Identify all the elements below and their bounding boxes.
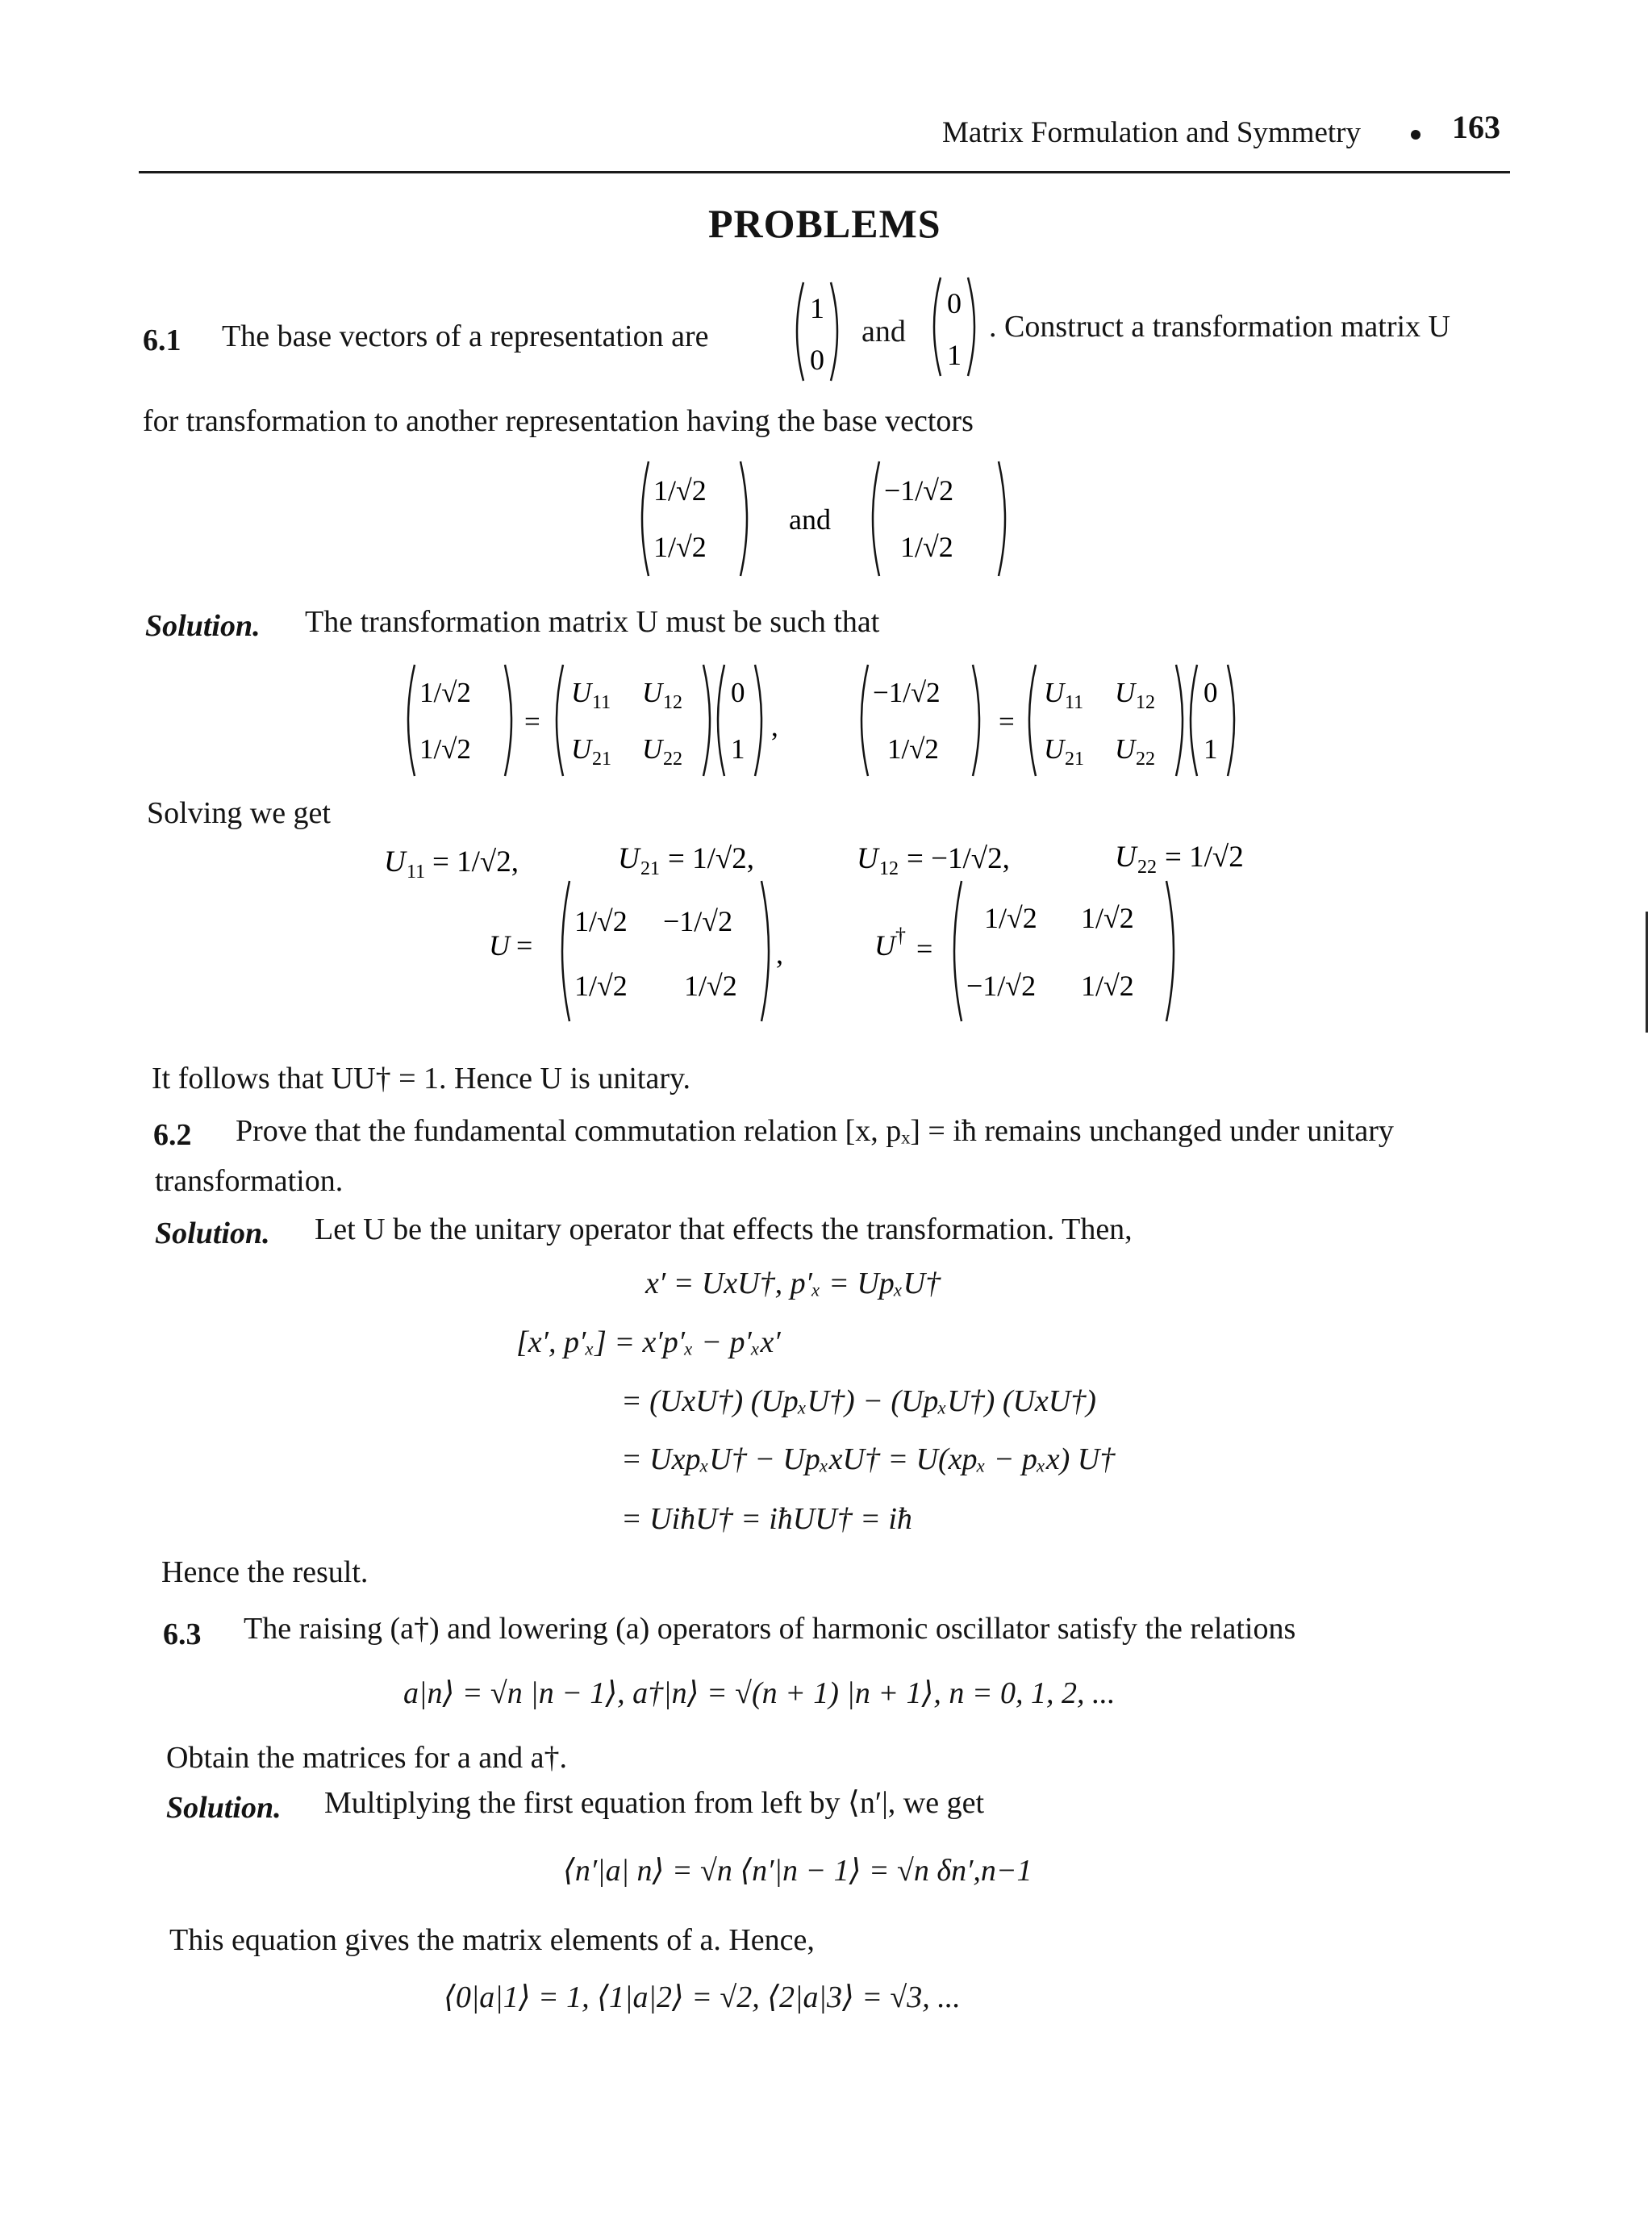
equation-6-2-2: [x′, p′ₓ] = x′p′ₓ − p′ₓx′ — [516, 1325, 781, 1359]
svg-text:U: U — [857, 842, 878, 875]
vector-brackets — [926, 274, 982, 379]
solution-label-6-2: Solution. — [155, 1217, 270, 1250]
section-title: PROBLEMS — [708, 201, 941, 246]
vector-brackets — [789, 279, 845, 384]
svg-text:0: 0 — [810, 344, 824, 376]
svg-text:1/√2: 1/√2 — [1081, 970, 1134, 1002]
problem-6-3-text-line2: Obtain the matrices for a and a†. — [166, 1741, 567, 1775]
equation-6-2-5: = UiħU† = iħUU† = iħ — [621, 1502, 912, 1536]
svg-text:11: 11 — [407, 862, 426, 883]
svg-text:21: 21 — [640, 858, 660, 879]
svg-text:= 1/√2,: = 1/√2, — [668, 842, 754, 875]
svg-text:U: U — [1044, 733, 1065, 765]
svg-text:1/√2: 1/√2 — [653, 474, 707, 507]
equation-6-3-1: a|n⟩ = √n |n − 1⟩, a†|n⟩ = √(n + 1) |n + 1⟩, n = 0, 1, 2, ... — [403, 1676, 1116, 1710]
svg-text:=: = — [999, 706, 1015, 737]
solution-6-3-text: Multiplying the first equation from left by ⟨n′|, we get — [324, 1786, 985, 1820]
svg-text:U: U — [571, 677, 592, 708]
svg-text:U: U — [642, 677, 663, 708]
equation-6-2-4: = UxpₓU† − UpₓxU† = U(xpₓ − pₓx) U† — [621, 1442, 1116, 1476]
equation-6-2-3: = (UxU†) (UpₓU†) − (UpₓU†) (UxU†) — [621, 1384, 1096, 1418]
problem-6-3-text: The raising (a†) and lowering (a) operators of harmonic oscillator satisfy the relations — [244, 1612, 1296, 1646]
svg-text:=: = — [516, 929, 533, 962]
svg-text:= 1/√2,: = 1/√2, — [432, 845, 519, 878]
svg-text:12: 12 — [663, 692, 682, 713]
svg-text:U: U — [1115, 841, 1137, 874]
svg-text:U: U — [489, 929, 510, 962]
solution-6-2-text: Let U be the unitary operator that effects the transformation. Then, — [315, 1212, 1133, 1246]
problem-6-2-text-line2: transformation. — [155, 1164, 344, 1198]
svg-text:,: , — [771, 711, 778, 742]
equation-6-3-3: ⟨0|a|1⟩ = 1, ⟨1|a|2⟩ = √2, ⟨2|a|3⟩ = √3, ... — [444, 1980, 961, 2014]
svg-text:1/√2: 1/√2 — [684, 970, 737, 1002]
svg-text:1/√2: 1/√2 — [984, 902, 1037, 934]
svg-text:1: 1 — [1204, 733, 1218, 765]
equation-6-1-a — [403, 660, 1258, 781]
equation-6-1-a-svg — [403, 660, 1258, 781]
svg-text:= 1/√2: = 1/√2 — [1165, 841, 1244, 874]
svg-text:U: U — [642, 733, 663, 765]
svg-text:0: 0 — [1204, 677, 1218, 708]
new-base-vectors — [637, 458, 1024, 579]
svg-text:12: 12 — [879, 858, 899, 879]
problem-6-1-text-line2: for transformation to another representation having the base vectors — [143, 404, 974, 438]
svg-text:= −1/√2,: = −1/√2, — [907, 842, 1010, 875]
svg-text:1/√2: 1/√2 — [574, 905, 628, 937]
problem-6-3-text-line3: This equation gives the matrix elements of a. Hence, — [169, 1923, 815, 1957]
svg-text:22: 22 — [663, 749, 682, 770]
svg-text:1: 1 — [731, 733, 745, 765]
solution-label-6-1: Solution. — [145, 609, 261, 643]
svg-text:21: 21 — [592, 749, 611, 770]
svg-text:=: = — [524, 706, 540, 737]
new-base-vectors-svg — [637, 458, 1024, 579]
svg-text:−1/√2: −1/√2 — [966, 970, 1037, 1002]
svg-text:1: 1 — [947, 339, 962, 371]
solution-label-6-3: Solution. — [166, 1791, 282, 1825]
header-rule — [139, 171, 1510, 173]
conclusion-6-1: It follows that UU† = 1. Hence U is unitary. — [152, 1062, 691, 1095]
svg-text:−1/√2: −1/√2 — [873, 677, 941, 708]
svg-text:−1/√2: −1/√2 — [663, 905, 733, 937]
svg-text:1/√2: 1/√2 — [887, 733, 939, 765]
problem-6-1-text-cont: . Construct a transformation matrix U — [989, 310, 1450, 344]
svg-text:U: U — [1044, 677, 1065, 708]
problem-6-1-text: The base vectors of a representation are — [222, 319, 709, 353]
svg-text:22: 22 — [1137, 857, 1157, 878]
svg-text:12: 12 — [1136, 692, 1155, 713]
svg-text:U: U — [571, 733, 592, 765]
svg-text:,: , — [776, 937, 783, 970]
conclusion-6-2: Hence the result. — [161, 1555, 369, 1589]
scan-edge-mark — [1646, 912, 1648, 1033]
and-word: and — [861, 315, 906, 348]
equation-6-2-1: x′ = UxU†, p′ₓ = UpₓU† — [645, 1267, 941, 1300]
problem-6-2-text: Prove that the fundamental commutation relation [x, pₓ] = iħ remains unchanged under unitary — [236, 1114, 1394, 1148]
svg-text:1/√2: 1/√2 — [419, 733, 471, 765]
svg-text:1/√2: 1/√2 — [653, 531, 707, 563]
base-vector-1 — [789, 279, 845, 384]
solving-text: Solving we get — [147, 796, 331, 830]
svg-text:U: U — [874, 929, 895, 962]
svg-text:0: 0 — [947, 287, 962, 319]
svg-text:and: and — [789, 503, 831, 536]
svg-text:U: U — [384, 845, 406, 878]
svg-text:U: U — [1115, 733, 1136, 765]
page-number: 163 — [1452, 109, 1500, 145]
equation-6-1-c — [484, 874, 1194, 1028]
equation-6-3-2: ⟨n′|a| n⟩ = √n ⟨n′|n − 1⟩ = √n δn′,n−1 — [563, 1854, 1032, 1888]
problem-number-6-2: 6.2 — [153, 1118, 192, 1152]
problem-number-6-3: 6.3 — [163, 1617, 202, 1651]
problem-number-6-1: 6.1 — [143, 323, 181, 357]
svg-text:11: 11 — [1065, 692, 1084, 713]
equation-6-1-c-svg — [484, 874, 1194, 1028]
svg-text:†: † — [895, 924, 906, 947]
svg-text:1: 1 — [810, 292, 824, 324]
svg-text:−1/√2: −1/√2 — [884, 474, 954, 507]
svg-text:0: 0 — [731, 677, 745, 708]
svg-text:1/√2: 1/√2 — [419, 677, 471, 708]
header-bullet — [1411, 130, 1420, 140]
svg-text:1/√2: 1/√2 — [574, 970, 628, 1002]
svg-text:22: 22 — [1136, 749, 1155, 770]
base-vector-2 — [926, 274, 982, 379]
svg-text:1/√2: 1/√2 — [900, 531, 953, 563]
svg-text:U: U — [618, 842, 640, 875]
solution-6-1-text: The transformation matrix U must be such that — [305, 605, 880, 639]
svg-text:U: U — [1115, 677, 1136, 708]
svg-text:1/√2: 1/√2 — [1081, 902, 1134, 934]
running-title: Matrix Formulation and Symmetry — [942, 116, 1361, 149]
svg-text:21: 21 — [1065, 749, 1084, 770]
svg-text:=: = — [916, 933, 933, 965]
svg-text:11: 11 — [592, 692, 611, 713]
